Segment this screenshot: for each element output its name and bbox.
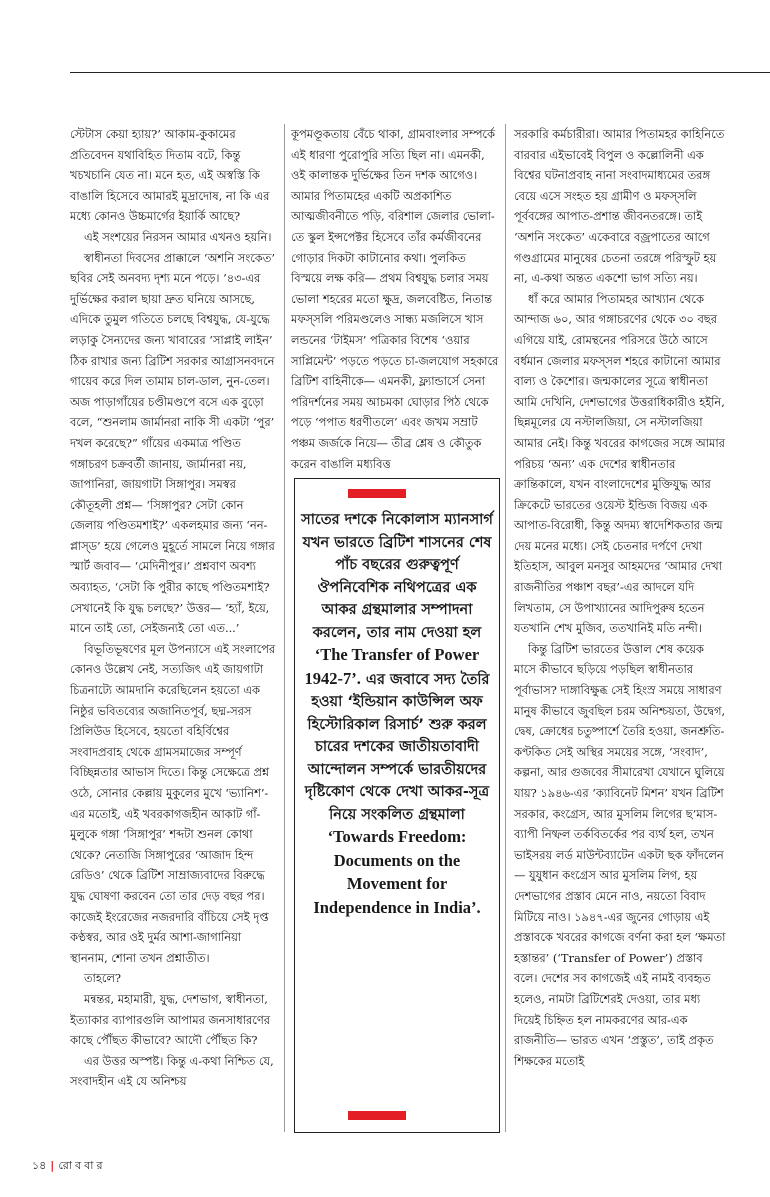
paragraph: এই সংশয়ের নিরসন আমার এখনও হয়নি। — [84, 229, 272, 244]
paragraph: কিন্তু ব্রিটিশ ভারতের উত্তাল শেষ কয়েক মাসে কীভাবে ছড়িয়ে পড়ছিল স্বাধীনতার পূর্বাভাস? দাঙ্গাবিক্ষুব্ধ সেই হিংস্র সময়ে সাধারণ মানুষ কীভাবে জুবছিল চরম অনিশ্চয়তা, উদ্বেগ, দ্বেষ, ক্রোধের চতুষ্পার্শে তৈরি হওয়া, জনশ্রুতি-কণ্টকিত সেই অস্থির সময়ের সঙ্গে, ‘সংবাদ’, কল্পনা, আর গুজবের সীমারেখা যেখানে ঘুলিয়ে যায়? ১৯৪৬-এর ‘ক্যাবিনেট মিশন’ যখন ব্রিটিশ সরকার, কংগ্রেস, আর মুসলিম লিগের ছ’মাস-ব্যাপী নিষ্ফল তর্কবিতর্কের পর ব্যর্থ হল, তখন ভাইসরয় লর্ড মাউন্টব্যাটেন একটা ছক ফাঁদলেন— যুযুধান কংগ্রেস আর মুসলিম লিগ, হয় দেশভাগের প্রস্তাব মেনে নাও, নয়তো বিবাদ মিটিয়ে নাও। ১৯৪৭-এর জুনের গোড়ায় এই প্রস্তাবকে খবরের কাগজে বর্ণনা করা হল ‘ক্ষমতা হস্তান্তর’ (‘Transfer of Power’) প্রস্তাব বলে। দেশের সব কাগজেই এই নামই ব্যবহৃত হলেও, নামটা ব্রিটিশেরই দেওয়া, তার মধ্য দিয়েই চিহ্নিত হল নামকরণের আর-এক রাজনীতি— ভারত এখন ‘প্রস্তুত’, তাই প্রকৃত শিক্ষকের মতোই — [514, 641, 726, 1068]
paragraph: স্বাধীনতা দিবসের প্রাক্কালে ‘অশনি সংকেত’ ছবির সেই অনবদ্য দৃশ্য মনে পড়ে। ’৪৩-এর দুর্ভিক্ষের করাল ছায়া দ্রুত ঘনিয়ে আসছে, এদিকে তুমুল গতিতে চলছে বিশ্বযুদ্ধ, যে-যুদ্ধে লড়াকু সৈন্যদের জন্য খাবারের ‘সাপ্লাই লাইন’ ঠিক রাখার জন্য ব্রিটিশ সরকার আগ্রাসনবদনে গায়েব করে দিল তামাম চাল-ডাল, নুন-তেল। অজ পাড়াগাঁয়ের চণ্ডীমণ্ডপে বসে এক বুড়ো বলে, “শুনলাম জার্মানরা নাকি সী একটা ‘পুর’ দখল করেছে?” গাঁয়ের একমাত্র পণ্ডিত গঙ্গাচরণ চক্রবর্তী জানায়, জার্মানরা নয়, জাপানিরা, জায়গাটা সিঙ্গাপুর। সমস্বর কৌতূহলী প্রশ্ন— ‘সিঙ্গাপুর? সেটা কোন জেলায় পণ্ডিতমশাই?’ একলহমার জন্য ‘নন-প্লাস্ড’ হয়ে গেলেও মুহূর্তে সামলে নিয়ে গঙ্গার স্মার্ট জবাব— ‘মেদিনীপুর।’ প্রশ্নবাণ অবশ্য অব্যাহত, ‘সেটা কি পুরীর কাছে পণ্ডিতমশাই? সেখানেই কি যুদ্ধ চলছে?’ উত্তর— ‘হ্যাঁ, ইয়ে, মানে তাই তো, সেইজন্যই তো এত...’ — [70, 250, 275, 636]
column-divider — [505, 124, 506, 1132]
article-column-2 — [291, 124, 499, 474]
page-number: ১৪ — [32, 1159, 47, 1172]
magazine-name: রোববার — [58, 1159, 106, 1172]
pull-quote-box — [294, 478, 500, 1133]
page-footer — [32, 1157, 106, 1176]
pull-quote-english-title-2: ‘Towards Freedom: Documents on the Movement for Independence in India’. — [313, 827, 481, 917]
pull-quote-bottom-bar — [348, 1111, 406, 1120]
pull-quote-bengali-2: এর জবাবে সদ্য তৈরি হওয়া ‘ইন্ডিয়ান কাউন্সিল অফ হিস্টোরিকাল রিসার্চ’ শুরু করল চারের দশকের জাতীয়তাবাদী আন্দোলন সম্পর্কে ভারতীয়দের দৃষ্টিকোণ থেকে দেখা আকর-সূত্র নিয়ে সংকলিত গ্রন্থমালা — [304, 671, 490, 823]
paragraph: স্টেটাস কেয়া হ্যায়?’ আকাম-কুকামের প্রতিবেদন যথাবিহিত দিতাম বটে, কিন্তু খচখচানি যেত না। মনে হত, এই অস্বস্তি কি বাঙালি হিসেবে আমারই মুদ্রাদোষ, না কি এর মধ্যে কোনও উচ্চমার্গের ইয়ার্কি আছে? — [70, 127, 270, 224]
column-divider — [284, 124, 285, 1132]
pull-quote-bengali-1: সাতের দশকে নিকোলাস ম্যানসার্গ যখন ভারতে ব্রিটিশ শাসনের শেষ পাঁচ বছরের গুরুত্বপূর্ণ ঔপনিবেশিক নথিপত্রের এক আকর গ্রন্থমালার সম্পাদনা করলেন, তার নাম দেওয়া হল — [301, 512, 493, 641]
paragraph: সরকারি কর্মচারীরা। আমার পিতামহর কাহিনিতে বারবার এইভাবেই বিপুল ও কল্লোলিনী এক বিশ্বের ঘটনাপ্রবাহ নানা সংবাদমাধ্যমের তরঙ্গ বেয়ে এসে সংহত হয় গ্রামীণ ও মফস্সলি পূর্ববঙ্গের আপাত-প্রশান্ত জীবনতরঙ্গে। তাই ‘অশনি সংকেত’ একেবারে বজ্রপাতের আগে গণ্ডগ্রামের মানুষের চেতনা তরঙ্গে পরিস্ফুট হয় না, এ-কথা অন্তত একশো ভাগ সত্যি নয়। — [514, 127, 725, 286]
pull-quote-top-bar — [348, 489, 406, 498]
top-rule — [70, 72, 770, 73]
paragraph: তাহলে? — [84, 971, 122, 986]
paragraph: ধাঁ করে আমার পিতামহর আখ্যান থেকে আন্দাজ ৬০, আর গঙ্গাচরণের থেকে ৩০ বছর এগিয়ে যাই, রোমন্থনের পরিসরে উঠে আসে বর্ধমান জেলার মফস্সল শহরে কাটানো আমার বাল্য ও কৈশোর। জন্মকালের সূত্রে স্বাধীনতা আমি দেখিনি, দেশভাগের উত্তরাধিকারীও হইনি, ছিন্নমূলের যে নস্টালজিয়া, সে নস্টালজিয়া আমার নেই। কিন্তু খবরের কাগজের সঙ্গে আমার পরিচয় ‘অন্য’ এক দেশের স্বাধীনতার ক্রান্তিকালে, যখন বাংলাদেশের মুক্তিযুদ্ধ আর ক্রিকেটে ভারতের ওয়েস্ট ইন্ডিজ বিজয় এক আপাত-বিরোধী, কিন্তু অদম্য স্বাদেশিকতার জন্ম দেয় মনের মধ্যে। সেই চেতনার দর্পণে দেখা ইতিহাস, আবুল মনসুর আহমদের ‘আমার দেখা রাজনীতির পঞ্চাশ বছর’-এর আদলে যদি লিখতাম, সে উপাখ্যানের আদিপুরুষ হতেন যতখানি শেখ মুজিব, ততখানিই মতি নন্দী। — [514, 291, 725, 636]
paragraph: এর উত্তর অস্পষ্ট। কিন্তু এ-কথা নিশ্চিত যে, সংবাদহীন এই যে অনিশ্চয় — [70, 1053, 274, 1089]
article-column-3 — [514, 124, 726, 1071]
pull-quote-english-title-1: ‘The Transfer of Power 1942-7’. — [304, 645, 480, 688]
footer-separator: | — [50, 1159, 55, 1172]
paragraph: মন্বন্তর, মহামারী, যুদ্ধ, দেশভাগ, স্বাধীনতা, ইত্যাকার ব্যাপারগুলি আপামর জনসাধারণের কাছে পৌঁছত কীভাবে? আদৌ পৌঁছত কি? — [70, 991, 270, 1048]
pull-quote-text — [301, 509, 493, 920]
article-column-1 — [70, 124, 280, 1092]
paragraph: বিভূতিভূষণের মূল উপন্যাসে এই সংলাপের কোনও উল্লেখ নেই, সত্যজিৎ এই জায়গাটা চিত্রনাট্যে আমদানি করেছিলেন হয়তো এক নিষ্ঠুর ভবিতব্যের অজানিতপূর্ব, ছদ্ম-সরস প্রিলিউড হিসেবে, হয়তো বহির্বিশ্বের সংবাদপ্রবাহ থেকে গ্রামসমাজের সম্পূর্ণ বিচ্ছিন্নতার আভাস দিতে। কিন্তু সেক্ষেত্রে প্রশ্ন ওঠে, সোনার কেল্লায় মুকুলের মুখে ‘ভ্যানিশ’-এর মতোই, এই খবরকাগজহীন আকাট গাঁ-মুলুকে গঙ্গা ‘সিঙ্গাপুর’ শব্দটা শুনল কোথা থেকে? নেতাজি সিঙ্গাপুরের ‘আজাদ হিন্দ রেডিও’ থেকে ব্রিটিশ সাম্রাজ্যবাদের বিরুদ্ধে যুদ্ধ ঘোষণা করবেন তো তার দেড় বছর পর। কাজেই ইংরেজের নজরদারি বাঁচিয়ে সেই দৃপ্ত কণ্ঠস্বর, আর ওই দুর্মর আশা-জাগানিয়া স্থাননাম, শোনা তখন প্রশ্নাতীত। — [70, 641, 276, 965]
paragraph: কূপমণ্ডূকতায় বেঁচে থাকা, গ্রামবাংলার সম্পর্কে এই ধারণা পুরোপুরি সত্যি ছিল না। এমনকী, ওই কালান্তক দুর্ভিক্ষের তিন দশক আগেও। আমার পিতামহের একটি অপ্রকাশিত আত্মজীবনীতে পড়ি, বরিশাল জেলার ভোলা-তে স্কুল ইন্সপেক্টর হিসেবে তাঁর কর্মজীবনের গোড়ার দিকটা কাটানোর কথা। পুলকিত বিস্ময়ে লক্ষ করি— প্রথম বিশ্বযুদ্ধ চলার সময় ভোলা শহরের মতো ক্ষুদ্র, জলবেষ্টিত, নিতান্ত মফস্সলি পরিমণ্ডলেও সান্ধ্য মজলিসে খাস লন্ডনের ‘টাইমস’ পত্রিকার বিশেষ ‘ওয়ার সাপ্লিমেন্ট’ পড়তে পড়তে চা-জলযোগ সহকারে ব্রিটিশ বাহিনীকে— এমনকী, ফ্ল্যান্ডার্সে সেনা পরিদর্শনের সময় আচমকা ঘোড়ার পিঠ থেকে পড়ে ‘পপাত ধরণীতলে’ এবং জখম সম্রাট পঞ্চম জর্জকে নিয়ে— তীব্র শ্লেষ ও কৌতুক করেন বাঙালি মধ্যবিত্ত — [291, 127, 499, 471]
